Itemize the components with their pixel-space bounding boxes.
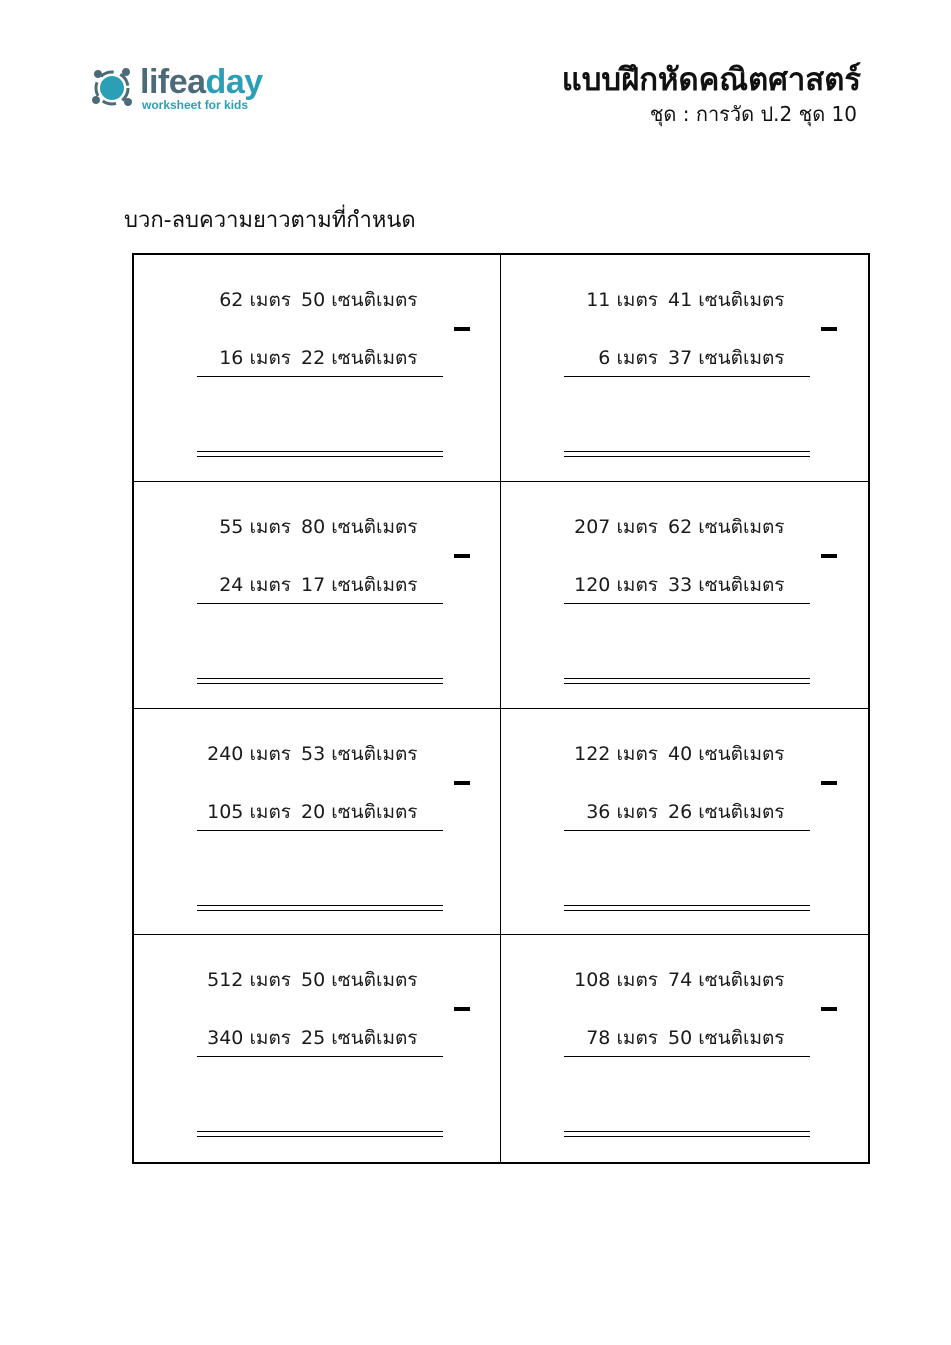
subtrahend-row xyxy=(196,570,446,600)
centimeter-value: 50 เซนติเมตร xyxy=(668,1027,785,1050)
answer-line-double xyxy=(197,683,443,684)
centimeter-value: 50 เซนติเมตร xyxy=(301,289,418,311)
operation-line xyxy=(564,830,810,831)
minus-icon xyxy=(454,327,470,331)
meter-value: 340 เมตร xyxy=(207,1027,291,1050)
centimeter-value: 53 เซนติเมตร xyxy=(301,742,418,765)
centimeter-value: 17 เซนติเมตร xyxy=(301,573,418,596)
logo-tagline: worksheet for kids xyxy=(142,98,249,112)
meter-value: 108 เมตร xyxy=(574,969,658,992)
centimeter-value: 25 เซนติเมตร xyxy=(301,1027,418,1050)
operation-line xyxy=(197,603,443,604)
meter-value: 6 เมตร xyxy=(598,347,658,369)
centimeter-value: 33 เซนติเมตร xyxy=(668,573,785,596)
meter-value: 11 เมตร xyxy=(586,289,658,311)
minus-icon xyxy=(821,1007,837,1011)
answer-line[interactable] xyxy=(564,451,810,452)
centimeter-value: 80 เซนติเมตร xyxy=(301,515,418,538)
minuend-row xyxy=(563,965,813,995)
problem-cell xyxy=(134,709,501,936)
operation-line xyxy=(197,1056,443,1057)
minuend-row xyxy=(196,512,446,542)
centimeter-value: 22 เซนติเมตร xyxy=(301,347,418,369)
problem-cell xyxy=(501,935,868,1162)
worksheet-title: แบบฝึกหัดคณิตศาสตร์ xyxy=(561,62,861,98)
minuend-row xyxy=(563,285,813,315)
meter-value: 512 เมตร xyxy=(207,969,291,992)
meter-value: 36 เมตร xyxy=(586,800,658,823)
minus-icon xyxy=(454,781,470,785)
minuend-row xyxy=(196,285,446,315)
centimeter-value: 74 เซนติเมตร xyxy=(668,969,785,992)
minus-icon xyxy=(821,554,837,558)
instruction-text: บวก-ลบความยาวตามที่กำหนด xyxy=(124,208,416,233)
subtrahend-row xyxy=(563,1023,813,1053)
minuend-row xyxy=(563,512,813,542)
answer-line-double xyxy=(564,910,810,911)
problem-grid xyxy=(132,253,870,1164)
logo-wordmark: lifeaday xyxy=(140,63,263,101)
meter-value: 105 เมตร xyxy=(207,800,291,823)
meter-value: 24 เมตร xyxy=(219,573,291,596)
operation-line xyxy=(564,376,810,377)
problem-cell xyxy=(501,255,868,482)
answer-line[interactable] xyxy=(197,905,443,906)
operation-line xyxy=(197,376,443,377)
problem-cell xyxy=(134,482,501,709)
centimeter-value: 26 เซนติเมตร xyxy=(668,800,785,823)
centimeter-value: 62 เซนติเมตร xyxy=(668,515,785,538)
subtrahend-row xyxy=(196,343,446,373)
minus-icon xyxy=(454,554,470,558)
answer-line[interactable] xyxy=(564,678,810,679)
centimeter-value: 20 เซนติเมตร xyxy=(301,800,418,823)
answer-line-double xyxy=(564,1136,810,1137)
answer-line-double xyxy=(197,910,443,911)
subtrahend-row xyxy=(196,797,446,827)
answer-line[interactable] xyxy=(564,1131,810,1132)
problem-cell xyxy=(501,709,868,936)
operation-line xyxy=(564,1056,810,1057)
answer-line-double xyxy=(564,683,810,684)
meter-value: 55 เมตร xyxy=(219,515,291,538)
problem-cell xyxy=(134,255,501,482)
centimeter-value: 41 เซนติเมตร xyxy=(668,289,785,311)
minuend-row xyxy=(196,965,446,995)
minus-icon xyxy=(821,327,837,331)
answer-line[interactable] xyxy=(197,1131,443,1132)
worksheet-subtitle: ชุด : การวัด ป.2 ชุด 10 xyxy=(649,102,857,126)
operation-line xyxy=(564,603,810,604)
meter-value: 62 เมตร xyxy=(219,289,291,311)
subtrahend-row xyxy=(563,797,813,827)
centimeter-value: 50 เซนติเมตร xyxy=(301,969,418,992)
answer-line[interactable] xyxy=(197,678,443,679)
meter-value: 120 เมตร xyxy=(574,573,658,596)
answer-line-double xyxy=(564,456,810,457)
operation-line xyxy=(197,830,443,831)
answer-line[interactable] xyxy=(564,905,810,906)
minus-icon xyxy=(821,781,837,785)
minuend-row xyxy=(563,739,813,769)
subtrahend-row xyxy=(196,1023,446,1053)
problem-cell xyxy=(134,935,501,1162)
answer-line-double xyxy=(197,456,443,457)
lifeaday-logo xyxy=(90,60,280,116)
meter-value: 122 เมตร xyxy=(574,742,658,765)
answer-line[interactable] xyxy=(197,451,443,452)
centimeter-value: 37 เซนติเมตร xyxy=(668,347,785,369)
minus-icon xyxy=(454,1007,470,1011)
answer-line-double xyxy=(197,1136,443,1137)
meter-value: 240 เมตร xyxy=(207,742,291,765)
logo-molecule-icon xyxy=(90,60,138,116)
minuend-row xyxy=(196,739,446,769)
meter-value: 207 เมตร xyxy=(574,515,658,538)
meter-value: 78 เมตร xyxy=(586,1027,658,1050)
centimeter-value: 40 เซนติเมตร xyxy=(668,742,785,765)
subtrahend-row xyxy=(563,343,813,373)
subtrahend-row xyxy=(563,570,813,600)
meter-value: 16 เมตร xyxy=(219,347,291,369)
problem-cell xyxy=(501,482,868,709)
